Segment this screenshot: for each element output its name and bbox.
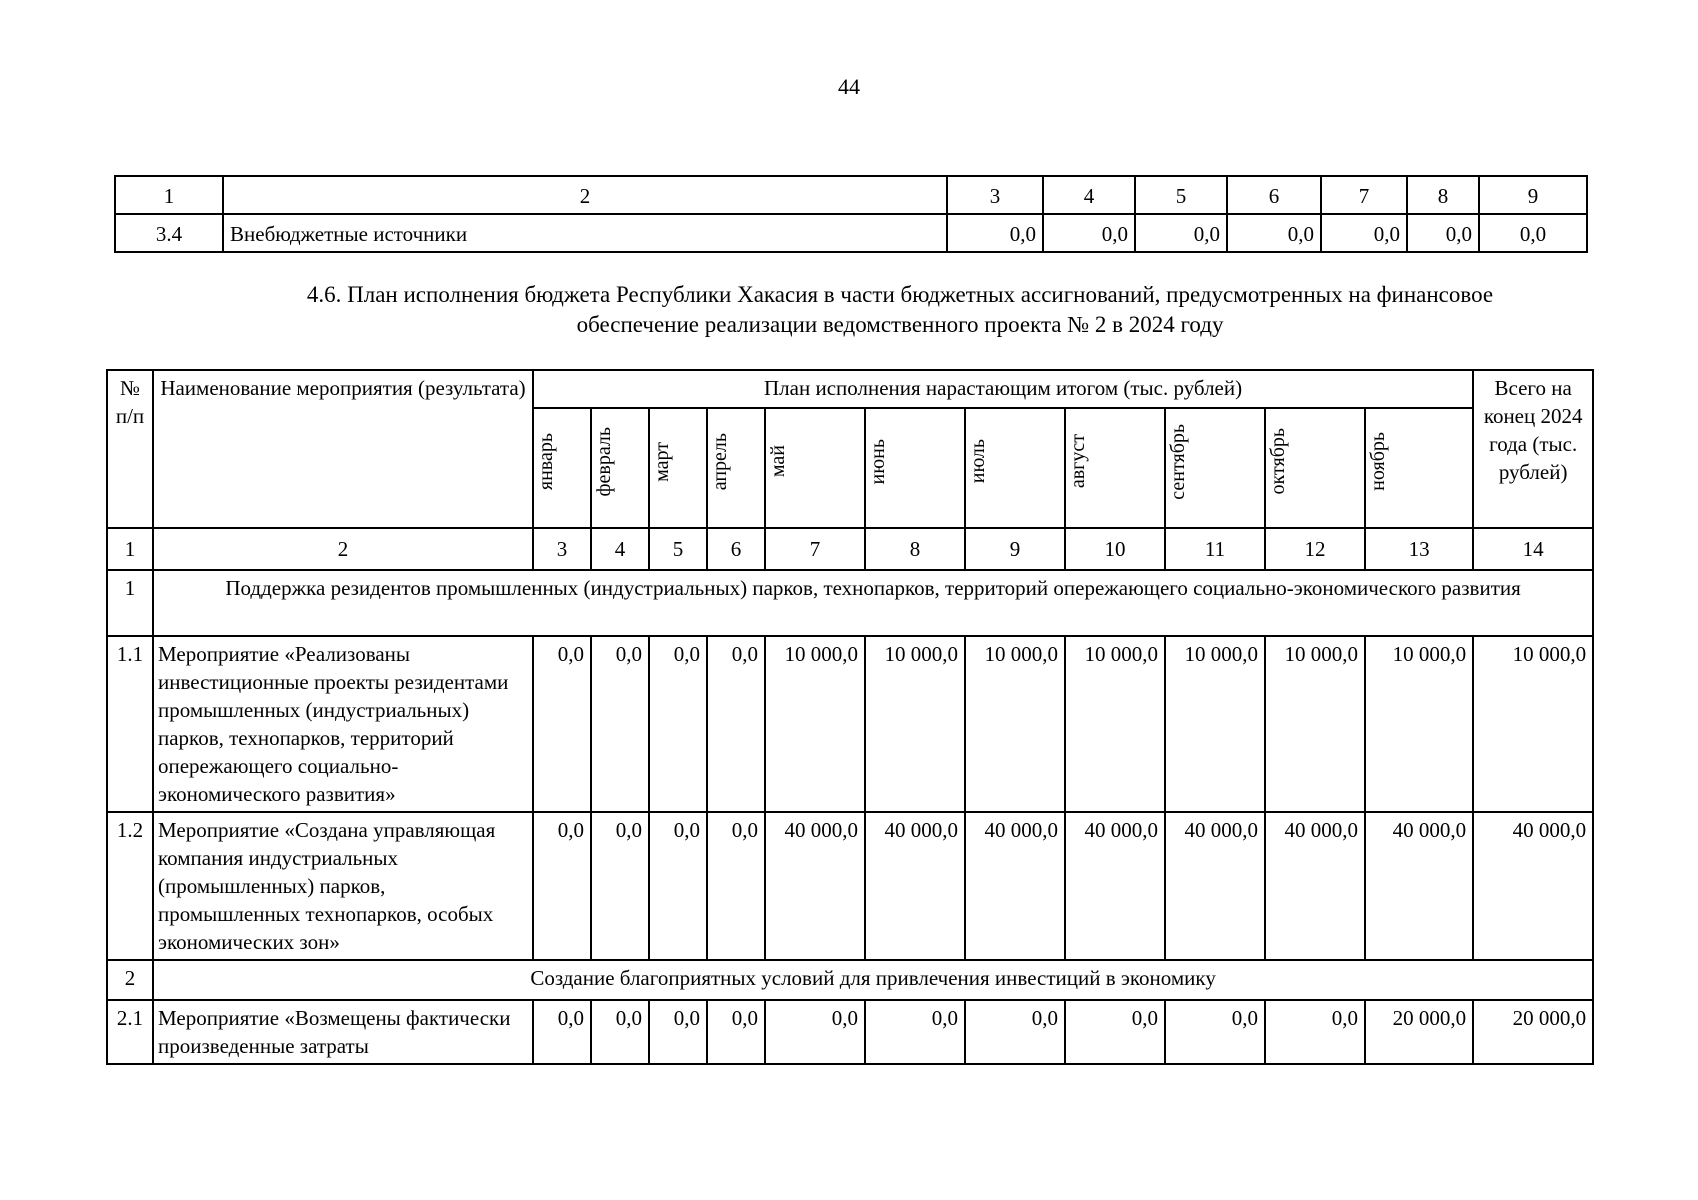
month-label: сентябрь — [1167, 423, 1189, 500]
month-header — [1265, 408, 1365, 528]
column-number: 12 — [1265, 528, 1365, 570]
value-cell: 10 000,0 — [765, 636, 865, 812]
value-cell: 40 000,0 — [1265, 812, 1365, 960]
group-row — [107, 570, 1593, 636]
month-header — [1165, 408, 1265, 528]
value-cell: 0,0 — [1407, 214, 1479, 252]
column-number-row — [107, 528, 1593, 570]
top-header-cell: 2 — [223, 176, 947, 214]
month-header — [707, 408, 765, 528]
month-label: май — [767, 445, 789, 478]
value-cell: 0,0 — [533, 636, 591, 812]
top-table-header-row — [115, 176, 1587, 214]
top-header-cell: 7 — [1321, 176, 1407, 214]
section-title — [180, 280, 1620, 340]
value-cell: 10 000,0 — [865, 636, 965, 812]
month-label: июнь — [867, 438, 889, 485]
month-header — [649, 408, 707, 528]
row-name: Мероприятие «Возмещены фактически произведенные затраты — [153, 1000, 533, 1064]
month-header — [1365, 408, 1473, 528]
top-header-cell: 1 — [115, 176, 223, 214]
row-name: Внебюджетные источники — [223, 214, 947, 252]
row-number: 1.2 — [107, 812, 153, 960]
value-cell: 0,0 — [591, 1000, 649, 1064]
value-cell: 40 000,0 — [765, 812, 865, 960]
column-number: 9 — [965, 528, 1065, 570]
column-number: 13 — [1365, 528, 1473, 570]
month-label: март — [651, 441, 673, 482]
value-cell: 0,0 — [1321, 214, 1407, 252]
value-cell: 20 000,0 — [1473, 1000, 1593, 1064]
row-name: Мероприятие «Создана управляющая компания индустриальных (промышленных) парков, промышленных технопарков, особых экономических зон» — [153, 812, 533, 960]
table-row — [107, 1000, 1593, 1064]
value-cell: 0,0 — [707, 1000, 765, 1064]
section-title-line-1: 4.6. План исполнения бюджета Республики Хакасия в части бюджетных ассигнований, предусмотренных на финансовое — [306, 282, 1494, 307]
value-cell: 10 000,0 — [1165, 636, 1265, 812]
section-title-line-2: обеспечение реализации ведомственного проекта № 2 в 2024 году — [576, 312, 1224, 337]
top-table-row — [115, 214, 1587, 252]
page-number: 44 — [838, 74, 860, 99]
value-cell: 40 000,0 — [1165, 812, 1265, 960]
budget-plan-table — [106, 369, 1594, 1065]
month-label: январь — [535, 432, 557, 491]
column-number: 5 — [649, 528, 707, 570]
value-cell: 0,0 — [591, 636, 649, 812]
month-label: октябрь — [1267, 428, 1289, 495]
value-cell: 10 000,0 — [1365, 636, 1473, 812]
month-header — [965, 408, 1065, 528]
value-cell: 10 000,0 — [1473, 636, 1593, 812]
value-cell: 40 000,0 — [1065, 812, 1165, 960]
column-number: 3 — [533, 528, 591, 570]
value-cell: 0,0 — [1043, 214, 1135, 252]
month-label: июль — [967, 439, 989, 484]
value-cell: 40 000,0 — [965, 812, 1065, 960]
group-number: 2 — [107, 960, 153, 1000]
month-label: февраль — [593, 426, 615, 497]
column-number: 8 — [865, 528, 965, 570]
value-cell: 0,0 — [591, 812, 649, 960]
column-number: 14 — [1473, 528, 1593, 570]
value-cell: 0,0 — [649, 812, 707, 960]
value-cell: 0,0 — [1165, 1000, 1265, 1064]
top-header-cell: 3 — [947, 176, 1043, 214]
value-cell: 10 000,0 — [965, 636, 1065, 812]
value-cell: 40 000,0 — [865, 812, 965, 960]
table-row — [107, 636, 1593, 812]
header-row — [107, 370, 1593, 408]
month-header — [1065, 408, 1165, 528]
top-header-cell: 8 — [1407, 176, 1479, 214]
month-header — [533, 408, 591, 528]
group-title: Создание благоприятных условий для привлечения инвестиций в экономику — [153, 960, 1593, 1000]
month-label: ноябрь — [1367, 432, 1389, 491]
value-cell: 0,0 — [533, 812, 591, 960]
column-number: 4 — [591, 528, 649, 570]
value-cell: 0,0 — [707, 812, 765, 960]
value-cell: 0,0 — [649, 636, 707, 812]
row-number: 2.1 — [107, 1000, 153, 1064]
top-table — [114, 175, 1588, 253]
value-cell: 10 000,0 — [1265, 636, 1365, 812]
top-header-cell: 6 — [1227, 176, 1321, 214]
row-number: 3.4 — [115, 214, 223, 252]
value-cell: 0,0 — [865, 1000, 965, 1064]
value-cell: 0,0 — [1265, 1000, 1365, 1064]
value-cell: 40 000,0 — [1473, 812, 1593, 960]
group-number: 1 — [107, 570, 153, 636]
column-number: 2 — [153, 528, 533, 570]
row-name: Мероприятие «Реализованы инвестиционные проекты резидентами промышленных (индустриальных) парков, технопарков, территорий опережающего социально-экономического развития» — [153, 636, 533, 812]
group-title: Поддержка резидентов промышленных (индустриальных) парков, технопарков, территорий опережающего социально-экономического развития — [153, 570, 1593, 636]
value-cell: 0,0 — [1065, 1000, 1165, 1064]
header-num: № п/п — [107, 370, 153, 528]
table-row — [107, 812, 1593, 960]
column-number: 10 — [1065, 528, 1165, 570]
value-cell: 0,0 — [1227, 214, 1321, 252]
value-cell: 0,0 — [965, 1000, 1065, 1064]
column-number: 6 — [707, 528, 765, 570]
month-label: август — [1067, 434, 1089, 489]
month-label: апрель — [709, 432, 731, 491]
column-number: 11 — [1165, 528, 1265, 570]
value-cell: 40 000,0 — [1365, 812, 1473, 960]
month-header — [765, 408, 865, 528]
top-header-cell: 5 — [1135, 176, 1227, 214]
value-cell: 0,0 — [1135, 214, 1227, 252]
header-total: Всего на конец 2024 года (тыс. рублей) — [1473, 370, 1593, 528]
month-header — [865, 408, 965, 528]
header-name: Наименование мероприятия (результата) — [153, 370, 533, 528]
header-plan: План исполнения нарастающим итогом (тыс. рублей) — [533, 370, 1473, 408]
value-cell: 10 000,0 — [1065, 636, 1165, 812]
column-number: 1 — [107, 528, 153, 570]
value-cell: 0,0 — [947, 214, 1043, 252]
row-number: 1.1 — [107, 636, 153, 812]
value-cell: 0,0 — [649, 1000, 707, 1064]
top-header-cell: 9 — [1479, 176, 1587, 214]
value-cell: 0,0 — [533, 1000, 591, 1064]
top-header-cell: 4 — [1043, 176, 1135, 214]
value-cell: 0,0 — [707, 636, 765, 812]
month-header — [591, 408, 649, 528]
column-number: 7 — [765, 528, 865, 570]
value-cell: 0,0 — [1479, 214, 1587, 252]
group-row — [107, 960, 1593, 1000]
value-cell: 20 000,0 — [1365, 1000, 1473, 1064]
value-cell: 0,0 — [765, 1000, 865, 1064]
